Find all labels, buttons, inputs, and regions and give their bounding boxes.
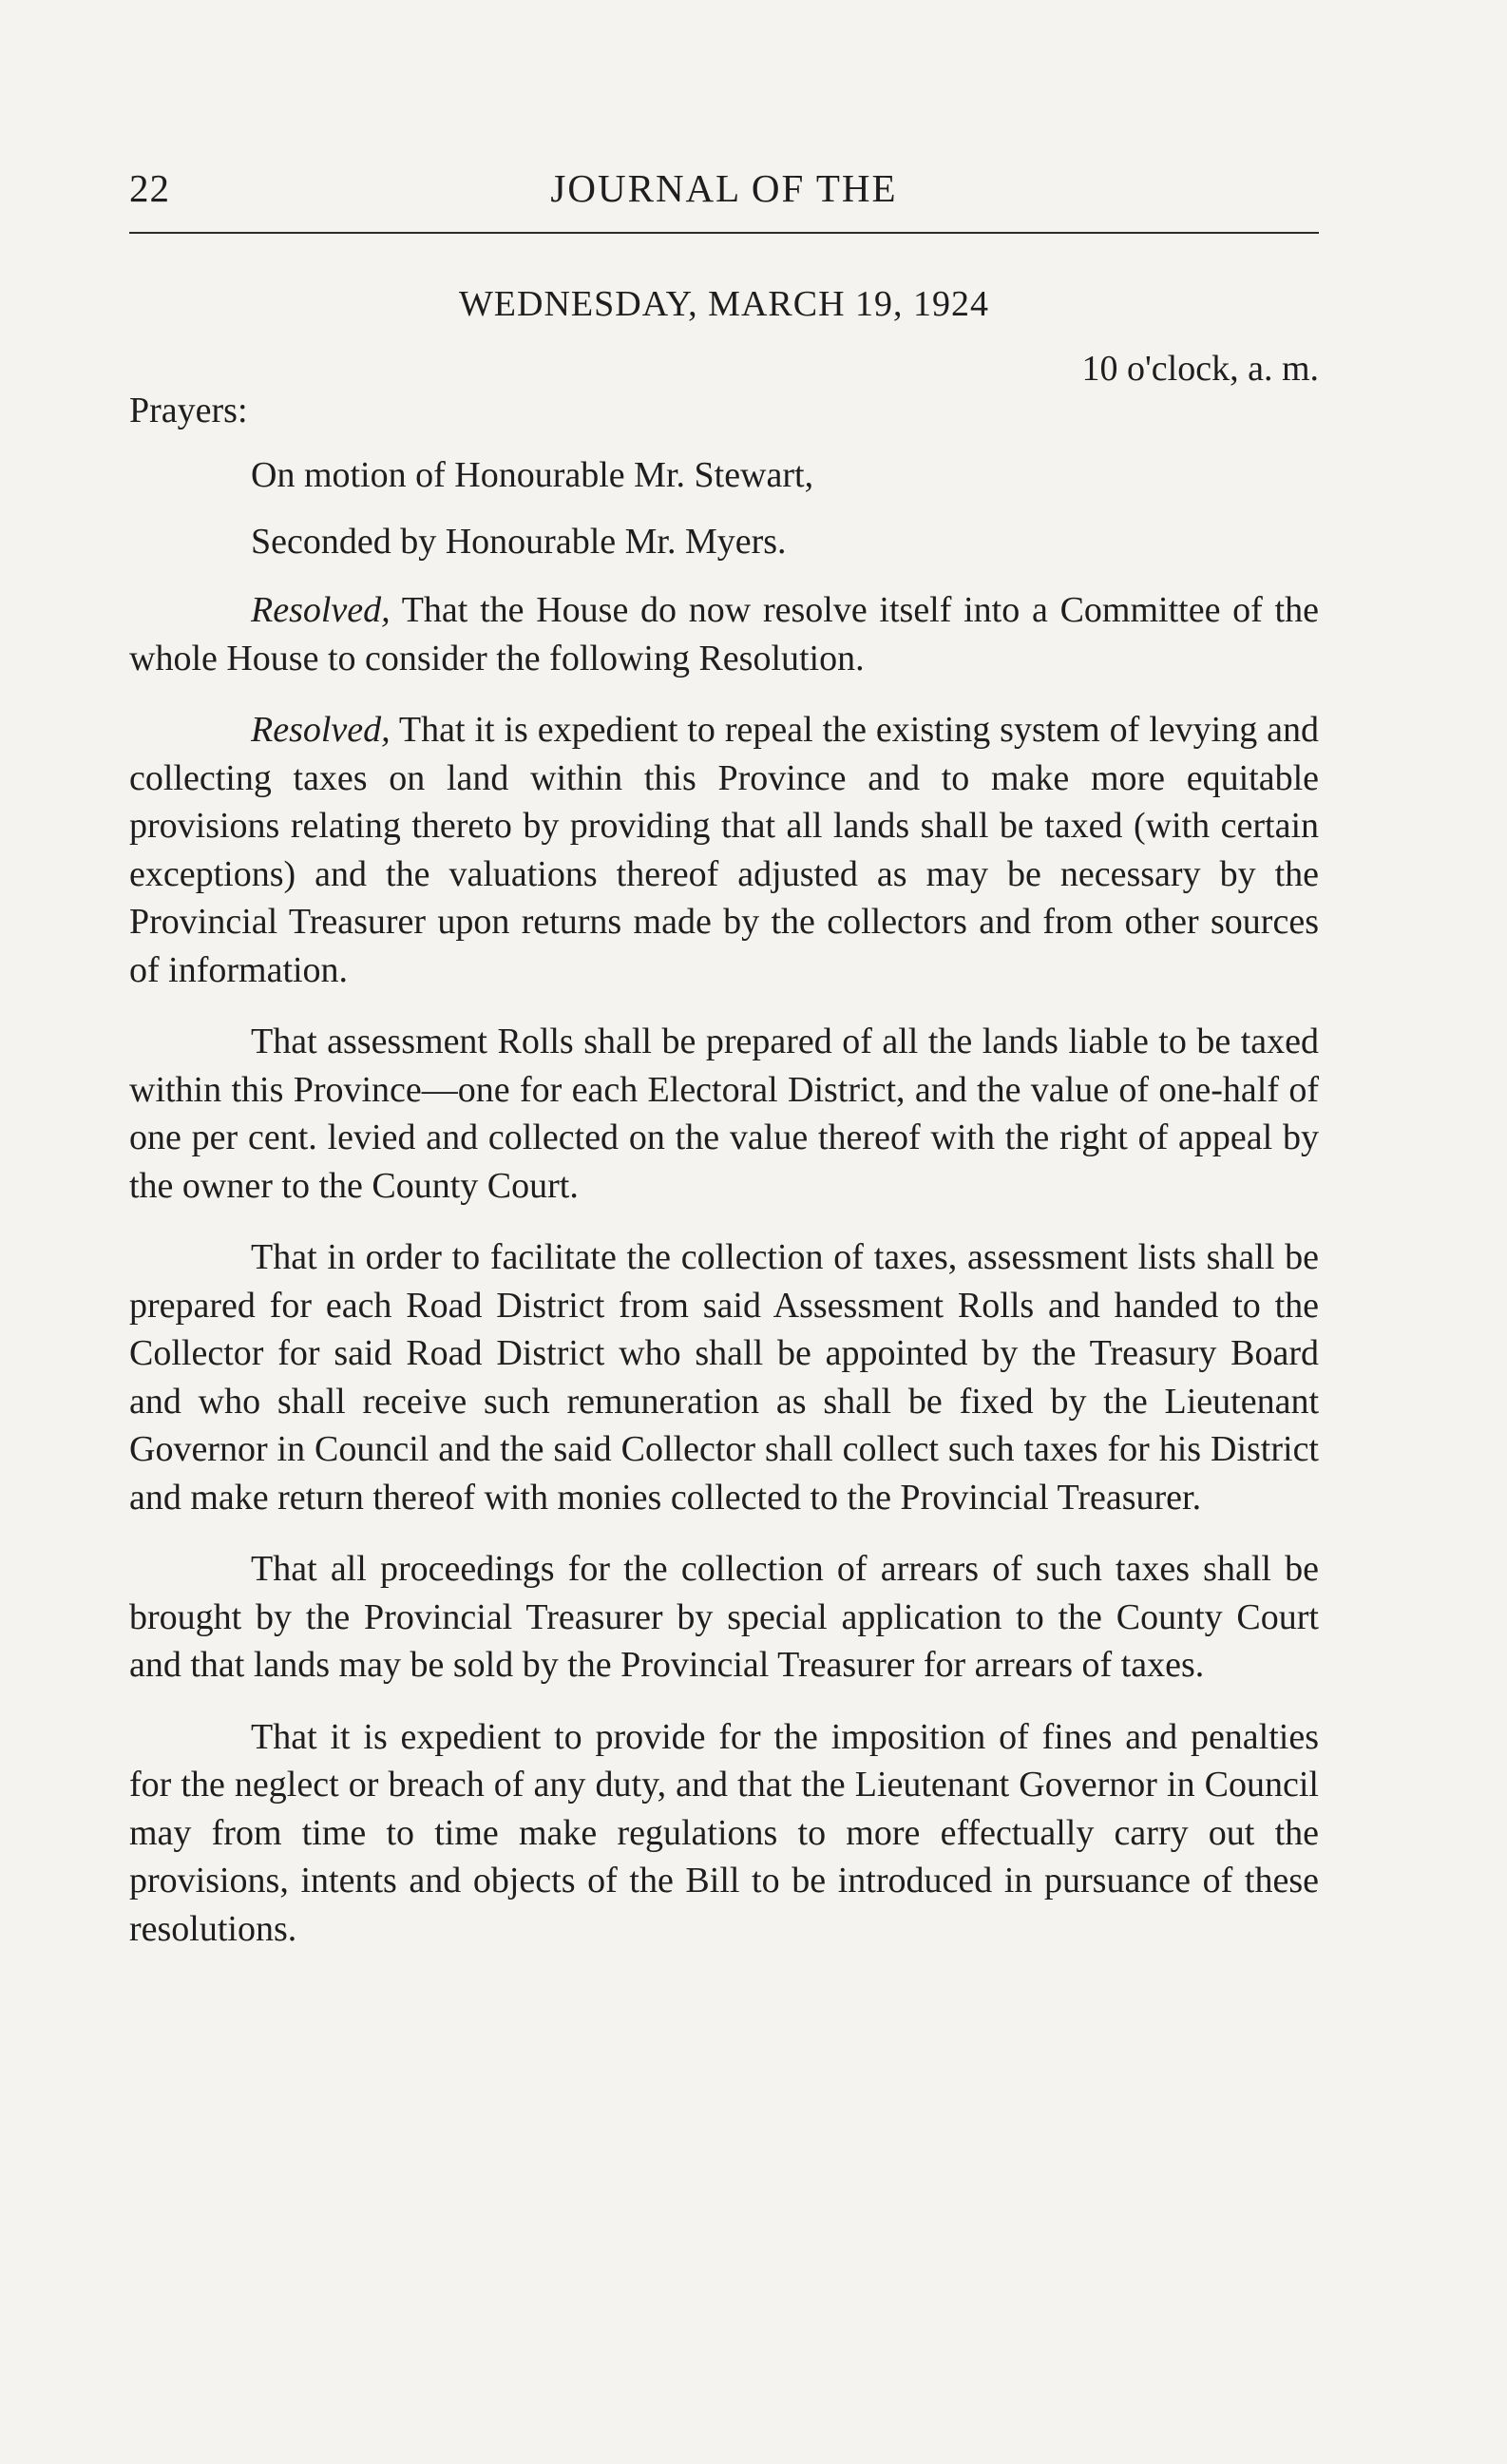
resolution-paragraph — [129, 706, 1319, 994]
journal-page — [129, 152, 1319, 1953]
paragraph-text: That all proceedings for the collection of arrears of such taxes shall be brought by the Provincial Treasurer by special application to the County Court and that lands may be sold by the Provincial Treasurer for arrears of taxes. — [129, 1549, 1319, 1685]
motion-line: On motion of Honourable Mr. Stewart, — [251, 455, 814, 495]
date-heading: WEDNESDAY, MARCH 19, 1924 — [458, 284, 990, 324]
paragraph-text: That it is expedient to provide for the imposition of fines and penalties for the neglect or breach of any duty, and that the Lieutenant Governor in Council may from time to time make regulations to more effectually carry out the provisions, intents and objects of the Bill to be introduced in pursuance of these resolutions. — [129, 1716, 1319, 1949]
resolved-lead: Resolved, — [251, 590, 391, 630]
seconded-line: Seconded by Honourable Mr. Myers. — [251, 522, 787, 562]
paragraph-text: That in order to facilitate the collection of taxes, assessment lists shall be prepared for each Road District from said Assessment Rolls and handed to the Collector for said Road District who shall be appointed by the Treasury Board and who shall receive such remuneration as shall be fixed by the Lieutenant Governor in Council and the said Collector shall collect such taxes for his District and make return thereof with monies collected to the Provincial Treasurer. — [129, 1237, 1319, 1518]
header-rule — [129, 232, 1319, 234]
resolution-paragraph — [129, 1233, 1319, 1521]
resolution-paragraph — [129, 1713, 1319, 1954]
paragraph-text: That assessment Rolls shall be prepared of all the lands liable to be taxed within this Province—one for each Electoral District, and the value of one-half of one per cent. levied and collected on the value thereof with the right of appeal by the owner to the County Court. — [129, 1022, 1319, 1206]
resolution-paragraph — [129, 1545, 1319, 1690]
page-number: 22 — [129, 166, 170, 210]
running-title: JOURNAL OF THE — [550, 166, 898, 210]
prayers-label: Prayers: — [129, 391, 248, 430]
paragraph-text: That it is expedient to repeal the existing system of levying and collecting taxes on land within this Province and to make more equitable provisions relating thereto by providing that all lands shall be taxed (with certain exceptions) and the valuations thereof adjusted as may be necessary by the Provincial Treasurer upon returns made by the collectors and from other sources of information. — [129, 710, 1319, 990]
paragraph-text: That the House do now resolve itself into a Committee of the whole House to consider the following Resolution. — [129, 590, 1319, 678]
running-head — [129, 152, 1319, 209]
resolved-lead: Resolved, — [251, 710, 391, 750]
resolution-paragraph — [129, 1018, 1319, 1210]
resolution-paragraph — [129, 586, 1319, 682]
meeting-time: 10 o'clock, a. m. — [1081, 349, 1319, 389]
